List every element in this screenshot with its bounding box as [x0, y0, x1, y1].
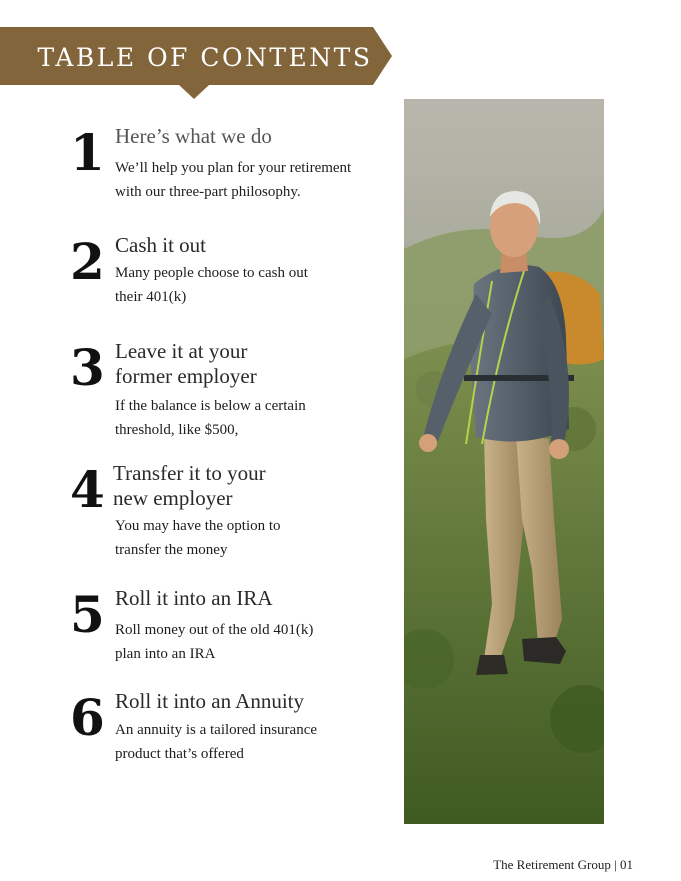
toc-description-line: their 401(k): [115, 289, 187, 305]
footer-text: The Retirement Group | 01: [493, 857, 633, 872]
toc-number: 3: [70, 338, 105, 397]
page-title: TABLE OF CONTENTS: [37, 43, 373, 72]
toc-heading: Cash it out: [115, 233, 207, 257]
toc-description: [115, 514, 405, 562]
toc-description: [115, 156, 405, 204]
toc-number: 4: [70, 460, 105, 519]
toc-heading-line: former employer: [115, 364, 257, 388]
toc-number: 2: [70, 232, 105, 291]
toc-number: 1: [70, 123, 105, 182]
toc-number: 6: [70, 688, 105, 747]
section-banner: [0, 27, 392, 99]
toc-description-line: with our three-part philosophy.: [115, 184, 301, 200]
toc-heading: [115, 339, 405, 389]
toc-description-line: An annuity is a tailored insurance: [115, 722, 318, 738]
toc-number: 5: [70, 585, 105, 644]
toc-heading: Roll it into an Annuity: [115, 689, 305, 713]
toc-description-line: Many people choose to cash out: [115, 265, 308, 281]
toc-description-line: You may have the option to: [115, 518, 281, 534]
toc-description-line: If the balance is below a certain: [115, 398, 306, 414]
toc-heading-line: Leave it at your: [115, 339, 248, 363]
toc-heading-line: new employer: [113, 486, 233, 510]
toc-description: [115, 718, 405, 766]
hiker-illustration: [404, 99, 604, 824]
toc-description-line: threshold, like $500,: [115, 422, 239, 438]
toc-description: [115, 618, 405, 666]
toc-description: [115, 261, 405, 309]
toc-heading: [113, 461, 403, 511]
toc-heading-line: Transfer it to your: [113, 461, 266, 485]
toc-description-line: Roll money out of the old 401(k): [115, 622, 314, 638]
toc-description-line: We’ll help you plan for your retirement: [115, 160, 352, 176]
toc-heading: Here’s what we do: [115, 124, 272, 148]
toc-heading: Roll it into an IRA: [115, 586, 273, 610]
toc-description-line: plan into an IRA: [115, 646, 216, 662]
hiker-photo: [404, 99, 604, 824]
toc-description: [115, 394, 405, 442]
toc-description-line: product that’s offered: [115, 746, 244, 762]
toc-description-line: transfer the money: [115, 542, 228, 558]
